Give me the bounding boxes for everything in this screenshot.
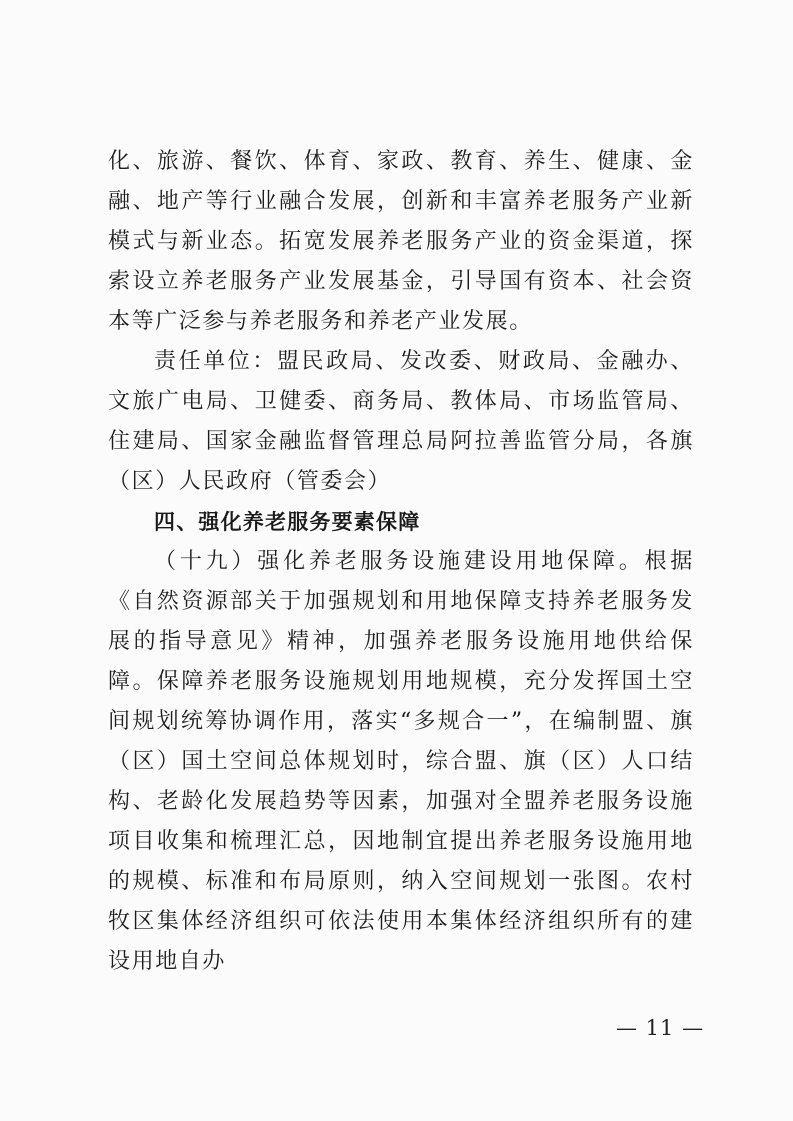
paragraph-item-19: （十九）强化养老服务设施建设用地保障。根据《自然资源部关于加强规划和用地保障支持养老服务发展的指导意见》精神，加强养老服务设施用地供给保障。保障养老服务设施规划用地规模，充分发挥国土空间规划统筹协调作用，落实“多规合一”，在编制盟、旗（区）国土空间总体规划时，综合盟、旗（区）人口结构、老龄化发展趋势等因素，加强对全盟养老服务设施项目收集和梳理汇总，因地制宜提出养老服务设施用地的规模、标准和布局原则，纳入空间规划一张图。农村牧区集体经济组织可依法使用本集体经济组织所有的建设用地自办 [108, 549, 694, 974]
document-body [108, 142, 694, 982]
paragraph-responsible-units: 责任单位：盟民政局、发改委、财政局、金融办、文旅广电局、卫健委、商务局、教体局、市场监管局、住建局、国家金融监督管理总局阿拉善监管分局，各旗（区）人民政府（管委会） [108, 349, 694, 494]
section-heading: 四、强化养老服务要素保障 [154, 510, 421, 534]
page-number: — 11 — [616, 1016, 705, 1040]
paragraph-continuation: 化、旅游、餐饮、体育、家政、教育、养生、健康、金融、地产等行业融合发展，创新和丰富养老服务产业新模式与新业态。拓宽发展养老服务产业的资金渠道，探索设立养老服务产业发展基金，引导国有资本、社会资本等广泛参与养老服务和养老产业发展。 [108, 149, 694, 334]
